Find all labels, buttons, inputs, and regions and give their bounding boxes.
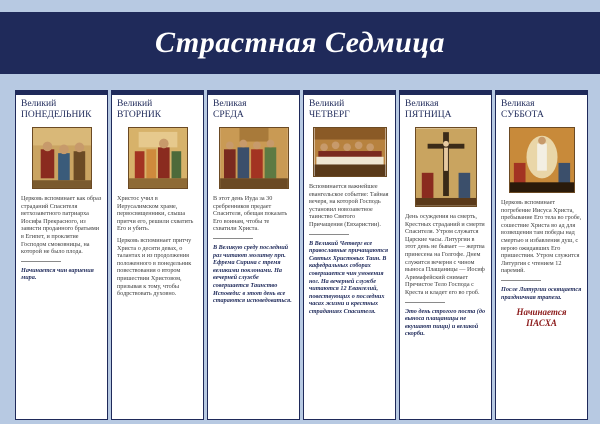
card-title xyxy=(213,99,294,123)
page-title: Страстная Седмица xyxy=(154,26,446,59)
card-note: Это день строгого поста (до выноса плащаницы не вкушают пищи) и великой скорби. xyxy=(405,307,486,338)
card-title-line2: ПЯТНИЦА xyxy=(405,110,452,120)
card-title-line1: Великий xyxy=(117,99,153,109)
card-body xyxy=(213,195,294,233)
icon-temple-teaching xyxy=(128,127,188,189)
card-paragraph: День осуждения на смерть, Крестных страданий и смерти Спасителя. Утром служатся Царские часы. Литургии в этот день не бывает — жертва принесена на Голгофе. Днем служится вечерня с чином выноса Плащаницы — Иосиф Аримафейский снимает Пречистое Тело Господа с Креста и кладет его во гроб. xyxy=(405,213,485,296)
card-paragraph: Христос учил в Иерусалимском храме, первосвященники, слыша притчи его, решили схватить Его и убить. xyxy=(117,195,194,233)
card-title-line1: Великий xyxy=(21,99,57,109)
card-body xyxy=(405,213,486,297)
card-title xyxy=(405,99,486,123)
card-friday xyxy=(399,90,492,420)
icon-joseph xyxy=(32,127,92,189)
card-title-line1: Великая xyxy=(405,99,439,109)
divider xyxy=(213,238,253,239)
title-banner xyxy=(0,12,600,74)
card-title-line1: Великая xyxy=(501,99,535,109)
icon-judas xyxy=(219,127,289,189)
divider xyxy=(405,302,445,303)
card-title-line2: ЧЕТВЕРГ xyxy=(309,110,350,120)
card-thursday xyxy=(303,90,396,420)
card-paragraph: Церковь вспоминает погребение Иисуса Христа, пребывание Его тела во гробе, сошествие Христа во ад для возвещения там победы над смертью и избавления душ, с верою ожидавших Его пришествия. Утром служится Литургия с чтением 12 паремий. xyxy=(501,199,582,275)
card-note: В Великую среду последний раз читают молитву прп. Ефрема Сирина с тремя великими поклонами. На вечерней службе совершается Таинство Исповеди: в этот день все стараются исповедоваться. xyxy=(213,243,292,305)
easter-line2: ПАСХА xyxy=(526,318,557,329)
card-title-line2: ПОНЕДЕЛЬНИК xyxy=(21,110,92,120)
top-strip xyxy=(0,0,600,12)
divider xyxy=(21,261,61,262)
card-wednesday xyxy=(207,90,300,420)
card-title-line2: СУББОТА xyxy=(501,110,544,120)
card-title xyxy=(21,99,102,123)
card-paragraph: Церковь вспоминает притчу Христа о десяти девах, о талантах и из продолжения положенного в понедельник повествования о втором пришествии Христовом, призывая к тому, чтобы бодрствовать духовно. xyxy=(117,236,192,298)
card-tuesday xyxy=(111,90,204,420)
day-cards xyxy=(15,90,587,420)
card-title xyxy=(501,99,582,123)
card-note: После Литургии освящается праздничная трапеза. xyxy=(501,285,582,301)
icon-descent-hades xyxy=(509,127,575,193)
card-title-line2: ВТОРНИК xyxy=(117,110,162,120)
card-body xyxy=(117,195,198,298)
card-note: Начинается чин вариения мира. xyxy=(21,266,94,282)
card-body xyxy=(309,183,390,229)
icon-last-supper xyxy=(313,127,387,177)
card-paragraph: В этот день Иуда за 30 сребренников предает Спасителя, обещая показать Его воинам, чтобы те схватили Христа. xyxy=(213,195,288,233)
card-note: В Великий Четверг все православные причащаются Святых Христовых Таин. В кафедральных соборах совершается чин умовения ног. На вечерней службе читаются 12 Евангелий, повествующих о последних часах жизни и крестных страданиях Спасителя. xyxy=(309,239,389,315)
card-title-line1: Великая xyxy=(213,99,247,109)
card-title-line1: Великий xyxy=(309,99,345,109)
easter-line1: Начинается xyxy=(516,307,567,318)
card-monday xyxy=(15,90,108,420)
card-saturday xyxy=(495,90,588,420)
divider xyxy=(501,280,541,281)
icon-crucifixion xyxy=(415,127,477,207)
card-title xyxy=(117,99,198,123)
card-body xyxy=(21,195,102,256)
card-paragraph: Церковь вспоминает как образ страданий Спасителя ветхозаветного патриарха Иосифа Прекрасного, из зависти проданного братьями в Египет, и проклятие Господом смоковницы, на которой не было плода. xyxy=(21,195,102,256)
card-body xyxy=(501,199,582,275)
divider xyxy=(309,234,349,235)
card-paragraph: Вспоминается важнейшее евангельское событие: Тайная вечеря, на которой Господь установил новозаветное таинство Святого Причащения (Евхаристии). xyxy=(309,183,389,228)
card-title-line2: СРЕДА xyxy=(213,110,244,120)
easter-label xyxy=(501,307,582,329)
card-title xyxy=(309,99,390,123)
